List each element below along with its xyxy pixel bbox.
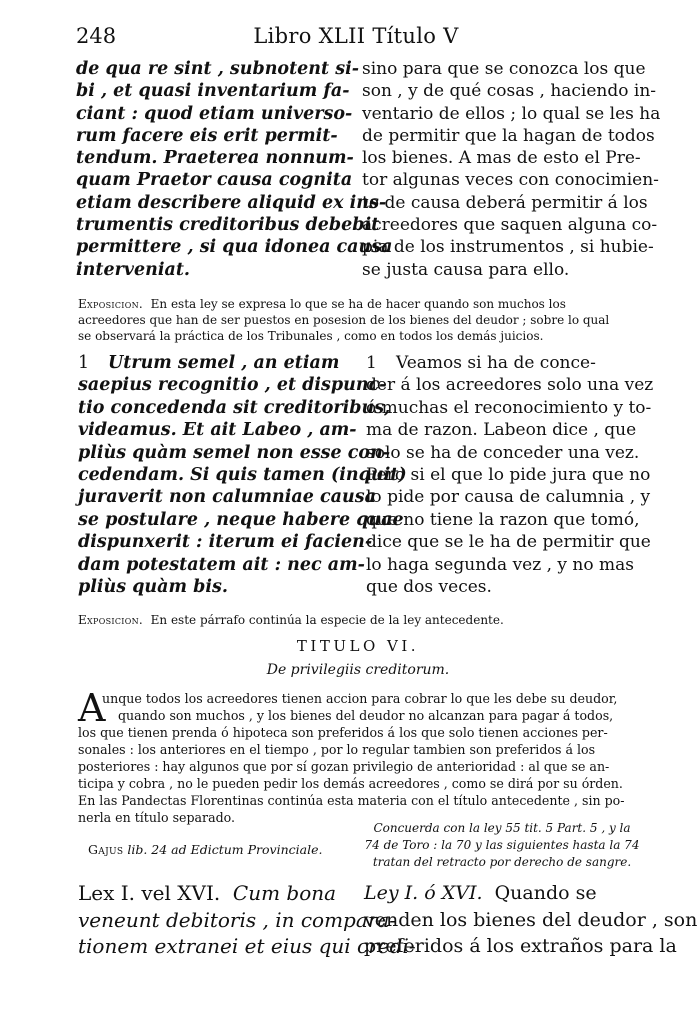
text-line: se postulare , neque habere quae (78, 509, 404, 530)
running-title: Libro XLII Título V (253, 24, 459, 48)
text-line: tionem extranei et eius qui credi- (78, 934, 416, 958)
text-line: pia de los instrumentos , si hubie- (362, 237, 654, 258)
text-line (78, 352, 350, 374)
text-line: venden los bienes del deudor , son (364, 908, 697, 931)
text-line: trumentis creditoribus debebit (76, 215, 380, 236)
text-line: tio concedenda sit creditoribus, (78, 397, 391, 418)
ley-heading: Ley I. ó XVI. (364, 882, 483, 904)
latin-column-top (76, 58, 393, 281)
text-line: veneunt debitoris , in compara- (78, 907, 397, 932)
text-line: quam Praetor causa cognita (76, 170, 353, 191)
text-line: nerla en título separado. (78, 810, 236, 825)
text-line: quando son muchos , y los bienes del deudor no alcanzan para pagar á todos, (118, 708, 614, 723)
text-line: solo se ha de conceder una vez. (366, 442, 640, 463)
exposicion-label: Exposicion. (78, 297, 143, 311)
exposicion-note-1 (78, 296, 638, 345)
text-line: bi , et quasi inventarium fa- (76, 81, 350, 102)
paragraph-number: 1 (78, 353, 90, 373)
text-line: sonales : los anteriores en el tiempo , por lo regular tambien son preferidos á los (78, 742, 596, 757)
text-line: dispunxerit : iterum ei facien- (78, 532, 373, 553)
concordance-note (364, 820, 640, 871)
ley-spanish-column (364, 880, 697, 960)
text-line: de permitir que la hagan de todos (362, 125, 655, 146)
exposicion-text: En esta ley se expresa lo que se ha de hacer quando son muchos los (150, 297, 566, 311)
text-line: unque todos los acreedores tienen accion para cobrar lo que les debe su deudor, (102, 691, 618, 706)
text-line: rum facere eis erit permit- (76, 125, 338, 146)
text-line: ma de razon. Labeon dice , que (366, 420, 637, 441)
text-line: ticipa y cobra , no le pueden pedir los demás acreedores , como se dirá por su órden. (78, 776, 623, 791)
text-line: sino para que se conozca los que (362, 59, 646, 79)
text-line: pliùs quàm bis. (78, 577, 228, 598)
text-line: Pero si el que lo pide jura que no (366, 465, 651, 486)
text-line: tor algunas veces con conocimien- (362, 170, 659, 191)
text-line: se justa causa para ello. (362, 259, 570, 280)
titulo-subheading: De privilegiis creditorum. (266, 662, 450, 678)
text-line: saepius recognitio , et dispunc- (78, 375, 387, 396)
text-line: ciant : quod etiam universo- (76, 103, 353, 124)
text-line: lo haga segunda vez , y no mas (366, 554, 634, 575)
text-line: permittere , si qua idonea causa (76, 237, 393, 258)
text-line: posteriores : hay algunos que por sí gozan privilegio de anterioridad : al que se an- (78, 759, 610, 774)
text-line: se observará la práctica de los Tribunales , como en todos los demás juicios. (78, 329, 544, 344)
text-line (78, 296, 638, 312)
text-line: son , y de qué cosas , haciendo in- (362, 81, 657, 102)
titulo-intro (78, 686, 638, 826)
latin-column-mid (78, 352, 407, 598)
exposicion-text: En este párrafo continúa la especie de la ley antecedente. (150, 613, 504, 627)
text-line: acreedores que han de ser puestos en posesion de los bienes del deudor ; sobre lo qual (78, 313, 610, 328)
text-span: Utrum semel , an etiam (108, 353, 340, 373)
text-span: Cum bona (232, 881, 337, 905)
text-line (78, 880, 350, 907)
text-line: tratan del retracto por derecho de sangre. (372, 855, 632, 869)
text-line: de qua re sint , subnotent si- (76, 59, 359, 79)
source-author: Gajus (88, 842, 124, 857)
text-line: En las Pandectas Florentinas continúa esta materia con el título antecedente , sin po- (78, 793, 625, 808)
text-line: ó muchas el reconocimiento y to- (366, 397, 652, 418)
text-line: dam potestatem ait : nec am- (78, 554, 365, 575)
text-line: dice que se le ha de permitir que (366, 532, 651, 553)
lex-heading: Lex I. vel XVI. (78, 881, 221, 905)
text-line: cedendam. Si quis tamen (inquit) (78, 465, 407, 486)
text-line: lo pide por causa de calumnia , y (366, 487, 651, 508)
text-line: Concuerda con la ley 55 tit. 5 Part. 5 , y la (373, 821, 631, 835)
text-line: los que tienen prenda ó hipoteca son preferidos á los que solo tienen acciones per- (78, 725, 608, 740)
text-line: 74 de Toro : la 70 y las siguientes hasta la 74 (364, 838, 640, 852)
exposicion-label: Exposicion. (78, 613, 143, 627)
running-header (76, 22, 636, 52)
page-number: 248 (76, 24, 117, 48)
paragraph-number: 1 (366, 353, 377, 373)
text-line: pliùs quàm semel non esse con- (78, 442, 391, 463)
text-line: acreedores que saquen alguna co- (362, 215, 658, 236)
text-span: Veamos si ha de conce- (396, 353, 596, 373)
text-line: tendum. Praeterea nonnum- (76, 148, 354, 169)
text-line: videamus. Et ait Labeo , am- (78, 420, 357, 441)
text-line: los bienes. A mas de esto el Pre- (362, 148, 641, 169)
text-line (364, 880, 640, 907)
text-line (366, 352, 638, 374)
text-span: Quando se (494, 882, 597, 904)
exposicion-note-2 (78, 612, 638, 628)
titulo-heading: TITULO VI. (296, 637, 420, 655)
text-line: interveniat. (76, 259, 190, 280)
drop-cap: A (78, 686, 106, 730)
text-line: preferidos á los extraños para la (364, 935, 677, 957)
spanish-column-top (362, 58, 661, 281)
lex-latin-column (78, 880, 416, 960)
text-line: ventario de ellos ; lo qual se les ha (362, 103, 661, 124)
text-line: to de causa deberá permitir á los (362, 192, 648, 213)
text-line: etiam describere aliquid ex ins- (76, 192, 387, 213)
source-citation (88, 842, 322, 857)
text-line: juraverit non calumniae causa (78, 487, 376, 508)
text-line: que dos veces. (366, 577, 492, 598)
text-line: der á los acreedores solo una vez (366, 375, 654, 396)
text-line: que no tiene la razon que tomó, (366, 509, 640, 530)
source-reference: lib. 24 ad Edictum Provinciale. (127, 842, 323, 857)
spanish-column-mid (366, 352, 654, 598)
